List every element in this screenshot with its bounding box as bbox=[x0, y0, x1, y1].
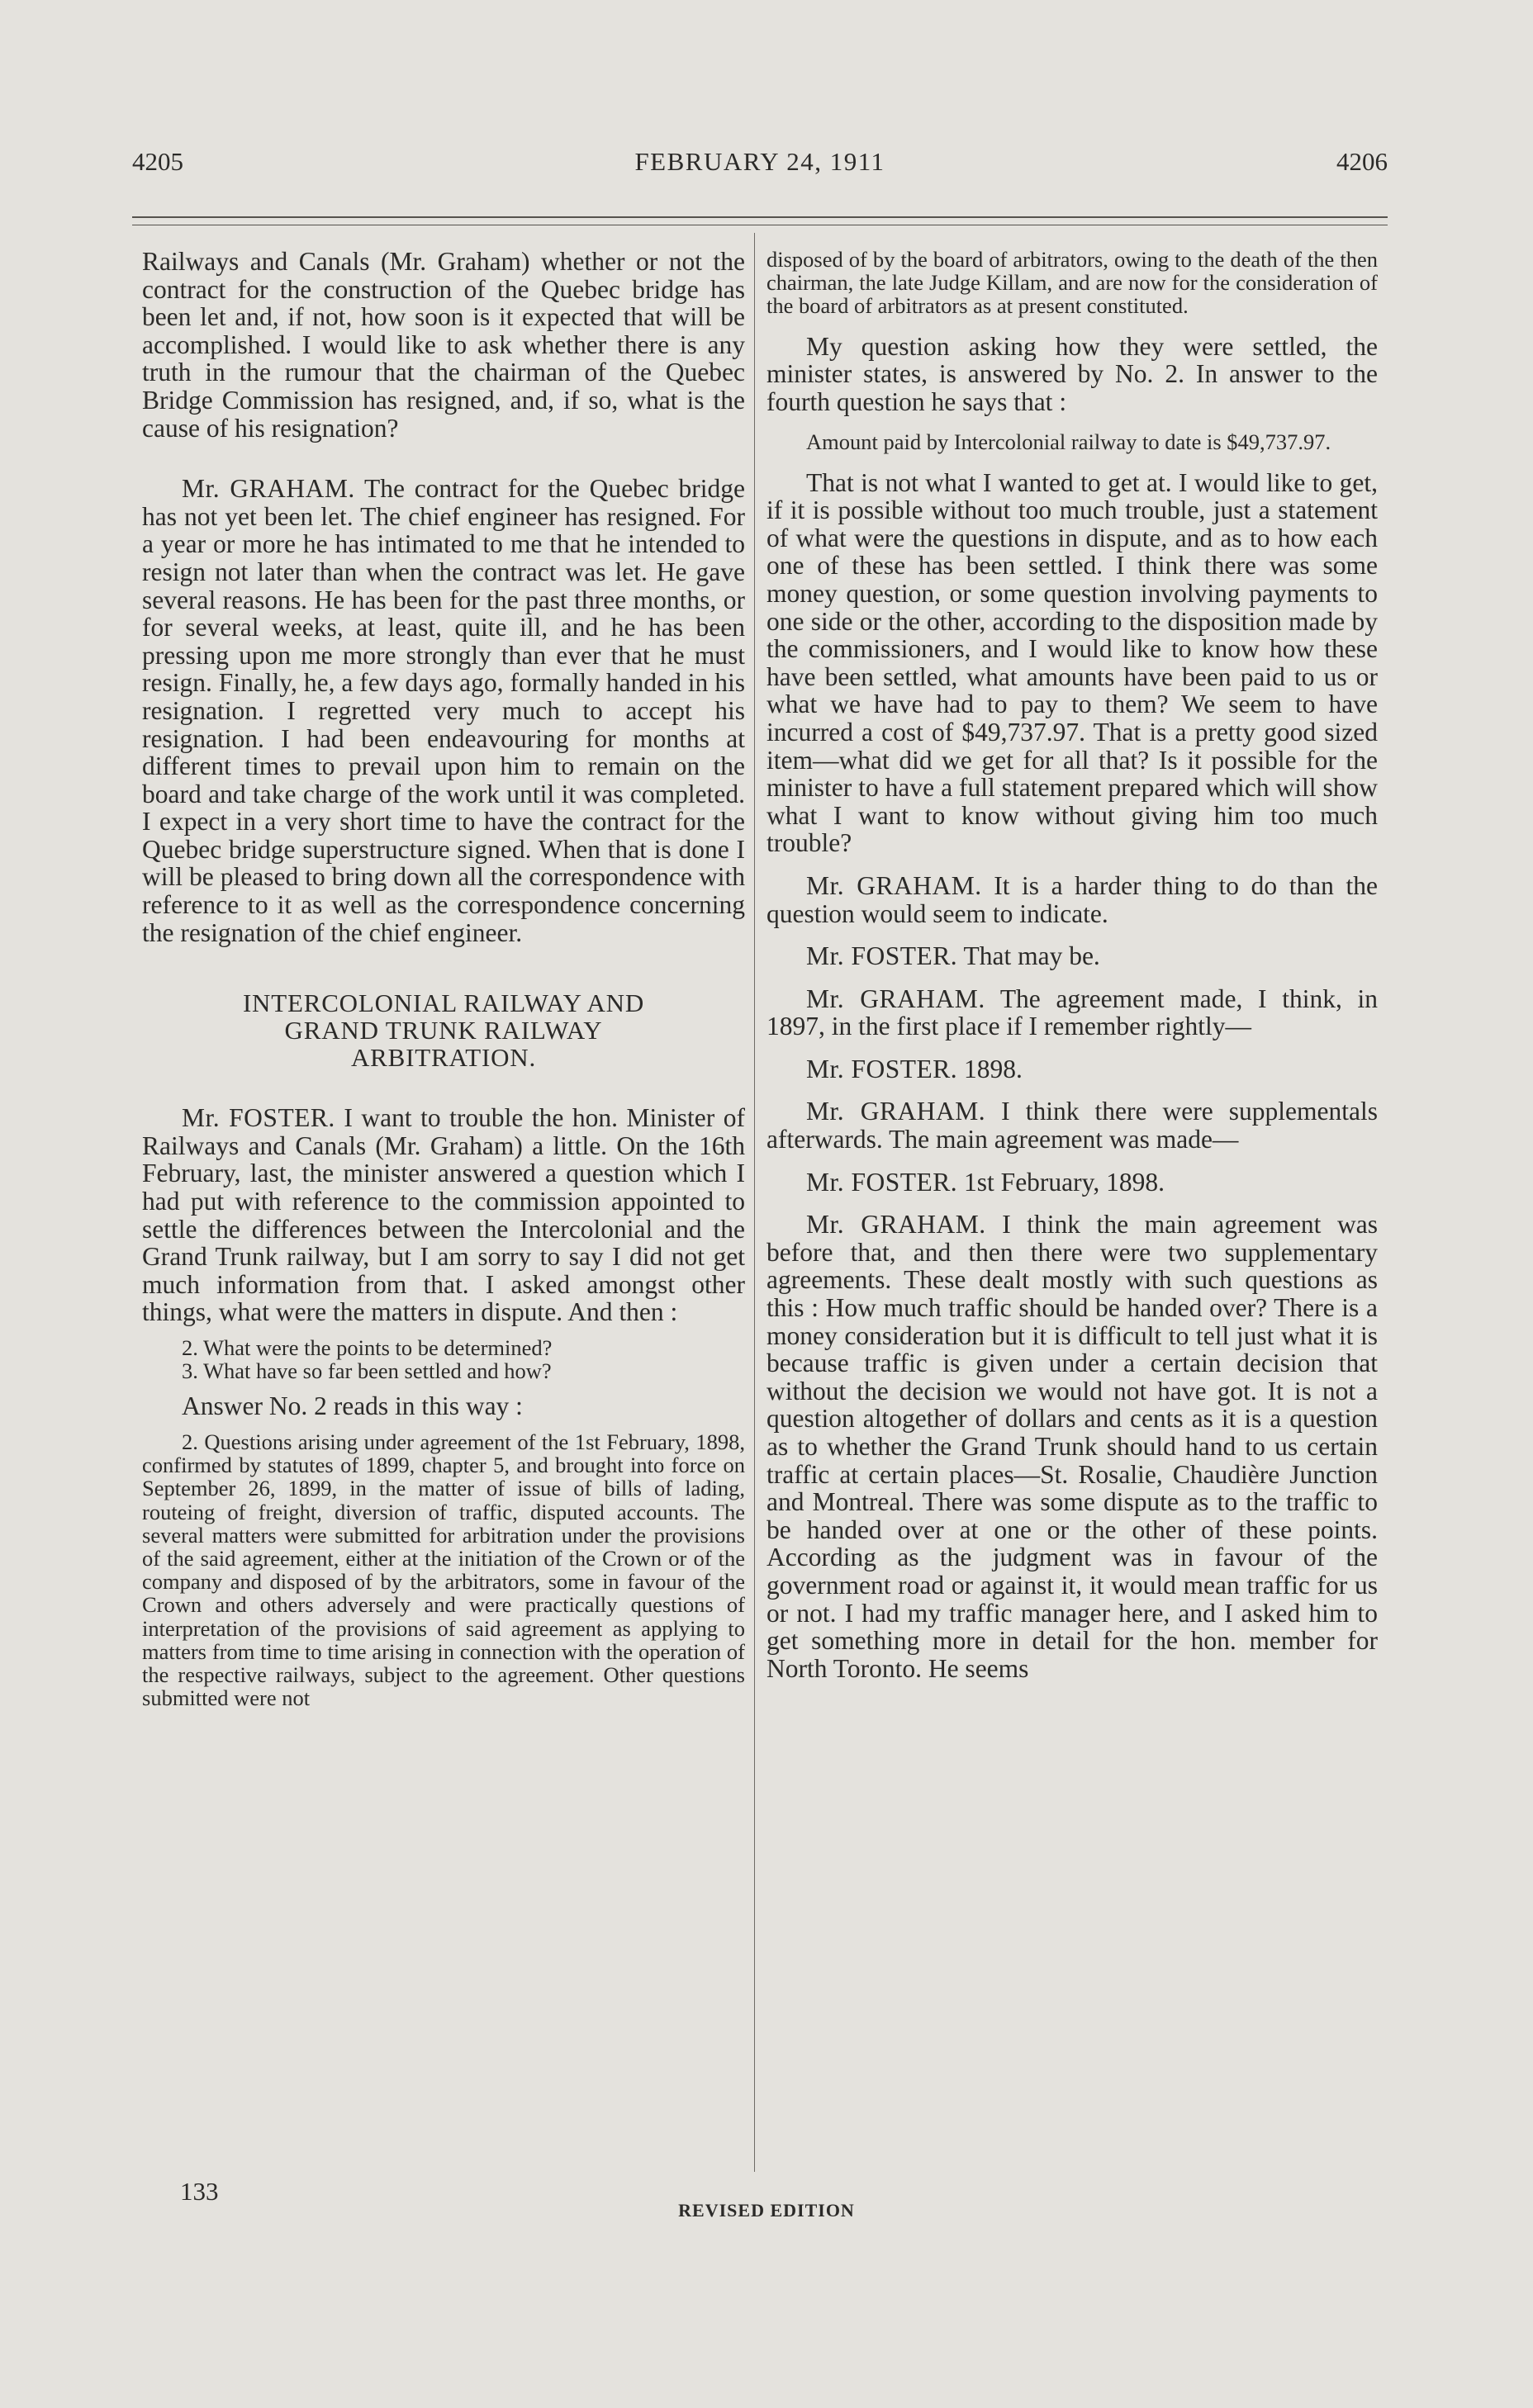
speaker-name: Mr. GRAHAM. bbox=[182, 474, 355, 504]
speaker-name: Mr. GRAHAM. bbox=[806, 1210, 986, 1240]
exchange-foster-2 bbox=[766, 1055, 1378, 1083]
exchange-graham-4 bbox=[766, 1211, 1378, 1682]
speech-text: I think the main agreement was before that, and then there were two supplementary agreements. These dealt mostly with such questions as this : How much traffic should be handed over? There is a money consideration but it is difficult to tell just what it is because traffic is given under a certain decision that without the decision we would not have got. It is not a question altogether of dollars and cents as it is a question as to whether the Grand Trunk should hand to us certain traffic at certain places—St. Rosalie, Chaudière Junction and Montreal. There was some dispute as to the traffic to be handed over at one or the other of these points. According as the judgment was in favour of the government road or against it, it would mean traffic for us or not. I had my traffic manager here, and I asked him to get something more in detail for the hon. member for North Toronto. He seems bbox=[766, 1210, 1378, 1683]
answer-intro: Answer No. 2 reads in this way : bbox=[182, 1391, 523, 1421]
exchange-foster-3 bbox=[766, 1168, 1378, 1197]
speaker-name: Mr. FOSTER. bbox=[806, 941, 958, 971]
header-rule-thick bbox=[132, 216, 1388, 218]
speaker-name: Mr. GRAHAM. bbox=[806, 870, 982, 900]
quoted-answer-2: 2. Questions arising under agreement of the 1st February, 1898, confirmed by statutes of 1899, chapter 5, and brought into force on September 26, 1899, in the matter of issue of bills of lading, routeing of freight, diversion of traffic, disputed accounts. The several matters were submitted for arbitration under the provisions of the said agreement, either at the initiation of the Crown or of the company and disposed of by the arbitrators, some in favour of the Crown and others adversely and were practically questions of interpretation of the provisions of said agreement as applying to matters from time to time arising in connection with the operation of the respective railways, subject to the agreement. Other questions submitted were not bbox=[142, 1429, 745, 1711]
speaker-name: Mr. FOSTER. bbox=[182, 1103, 335, 1133]
page-number-left: 4205 bbox=[132, 147, 183, 176]
speech-text: I want to trouble the hon. Minister of Railways and Canals (Mr. Graham) a little. On the 16th February, last, the minister answered a question which I had put with reference to the commission appointed to settle the differences between the Intercolonial and the Grand Trunk railway, but I am sorry to say I did not get much information from that. I asked amongst other things, what were the matters in dispute. And then : bbox=[142, 1103, 746, 1327]
speech-text: The agreement made, I think, in 1897, in the first place if I remember rightly— bbox=[766, 984, 1378, 1041]
signature-number: 133 bbox=[180, 2177, 219, 2206]
speech-text: 1898. bbox=[964, 1054, 1023, 1083]
speech-text: I think there were supplementals afterwards. The main agreement was made— bbox=[766, 1097, 1379, 1154]
quoted-question-2: 2. What were the points to be determined? bbox=[182, 1335, 553, 1360]
section-heading-line-3: ARBITRATION. bbox=[350, 1043, 536, 1073]
speaker-name: Mr. FOSTER. bbox=[806, 1167, 958, 1197]
quoted-answer-4: Amount paid by Intercolonial railway to date is $49,737.97. bbox=[806, 429, 1331, 455]
quoted-question-3: 3. What have so far been settled and how? bbox=[182, 1358, 552, 1384]
speech-text: That may be. bbox=[963, 941, 1100, 971]
speech-text: The contract for the Quebec bridge has not yet been let. The chief engineer has resigned. For a year or more he has intimated to me that he intended to resign not later than when the contract was let. He gave several reasons. He has been for the past three months, or for several weeks, at least, quite ill, and he has been pressing upon me more strongly than ever that he must resign. Finally, he, a few days ago, formally handed in his resignation. I regretted very much to accept his resignation. I had been endeavouring for months at different times to prevail upon him to remain on the board and take charge of the work until it was completed. I expect in a very short time to have the contract for the Quebec bridge superstructure signed. When that is done I will be pleased to bring down all the correspondence with reference to it as well as the correspondence concerning the resignation of the chief engineer. bbox=[142, 474, 745, 947]
paragraph-foster-question-4: My question asking how they were settled, the minister states, is answered by No. 2. In answer to the fourth question he says that : bbox=[766, 331, 1378, 416]
section-heading-line-2: GRAND TRUNK RAILWAY bbox=[284, 1016, 603, 1045]
exchange-graham-2 bbox=[766, 985, 1378, 1040]
left-column bbox=[142, 248, 745, 1709]
paragraph-continued-question: Railways and Canals (Mr. Graham) whether or not the contract for the construction of the Quebec bridge has been let and, if not, how soon is it expected that will be accomplished. I would like to ask whether there is any truth in the rumour that the chairman of the Quebec Bridge Commission has resigned, and, if so, what is the cause of his resignation? bbox=[142, 247, 745, 443]
quoted-answer-continued: disposed of by the board of arbitrators, owing to the death of the then chairman, the late Judge Killam, and are now for the consideration of the board of arbitrators as at present constituted. bbox=[766, 247, 1378, 319]
exchange-graham-3 bbox=[766, 1097, 1378, 1153]
speaker-name: Mr. GRAHAM. bbox=[806, 984, 985, 1013]
section-heading-line-1: INTERCOLONIAL RAILWAY AND bbox=[242, 988, 645, 1018]
exchange-graham-1 bbox=[766, 872, 1378, 927]
speaker-name: Mr. FOSTER. bbox=[806, 1054, 958, 1083]
paragraph-graham-reply bbox=[142, 475, 745, 946]
paragraph-foster-question bbox=[142, 1104, 745, 1326]
column-divider bbox=[754, 233, 755, 2172]
speech-text: It is a harder thing to do than the question would seem to indicate. bbox=[766, 870, 1378, 928]
speaker-name: Mr. GRAHAM. bbox=[806, 1097, 986, 1126]
exchange-foster-1 bbox=[766, 942, 1378, 970]
paragraph-foster-request: That is not what I wanted to get at. I would like to get, if it is possible without too much trouble, just a statement of what were the questions in dispute, and as to how each one of these has been settled. I think there was some money question, or some question involving payments to one side or the other, according to the disposition made by the commissioners, and I would like to know how these have been settled, what amounts have been paid to us or what we have had to pay to them? We seem to have incurred a cost of $49,737.97. That is a pretty good sized item—what did we get for all that? Is it possible for the minister to have a full statement prepared which will show what I want to know without giving him too much trouble? bbox=[766, 467, 1378, 858]
page-number-right: 4206 bbox=[1336, 147, 1388, 176]
page-header bbox=[132, 147, 1388, 197]
right-column bbox=[766, 248, 1378, 1682]
edition-label: REVISED EDITION bbox=[678, 2200, 855, 2221]
speech-text: 1st February, 1898. bbox=[964, 1167, 1165, 1197]
page-date: FEBRUARY 24, 1911 bbox=[634, 147, 885, 176]
